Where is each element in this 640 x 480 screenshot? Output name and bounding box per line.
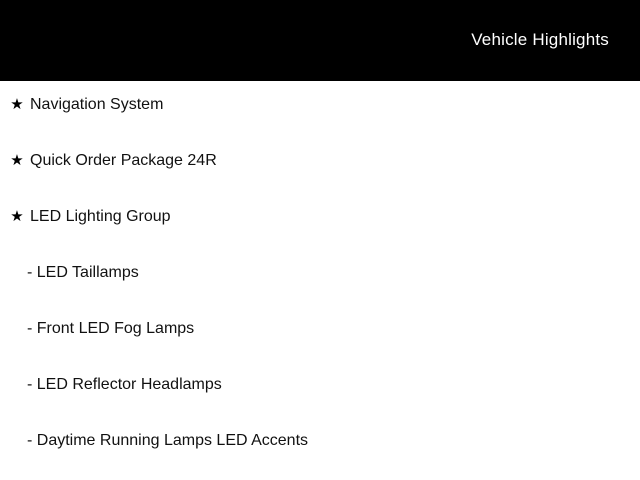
list-item-label: Quick Order Package 24R bbox=[30, 152, 217, 169]
list-sub-item-label: - Daytime Running Lamps LED Accents bbox=[27, 432, 309, 449]
list-sub-item bbox=[0, 361, 640, 417]
list-item bbox=[0, 193, 640, 249]
list-sub-item-label: - LED Taillamps bbox=[27, 264, 139, 281]
header-bar bbox=[0, 0, 640, 81]
star-bullet-icon: ★ bbox=[10, 152, 24, 169]
list-item-label: LED Lighting Group bbox=[30, 208, 171, 225]
list-sub-item-label: - LED Reflector Headlamps bbox=[27, 376, 222, 393]
highlights-list bbox=[0, 81, 640, 473]
list-item bbox=[0, 81, 640, 137]
list-sub-item bbox=[0, 417, 640, 473]
page-title: Vehicle Highlights bbox=[471, 30, 609, 49]
star-bullet-icon: ★ bbox=[10, 208, 24, 225]
list-sub-item bbox=[0, 305, 640, 361]
list-item-label: Navigation System bbox=[30, 96, 164, 113]
star-bullet-icon: ★ bbox=[10, 96, 24, 113]
list-sub-item-label: - Front LED Fog Lamps bbox=[27, 320, 195, 337]
list-item bbox=[0, 137, 640, 193]
list-sub-item bbox=[0, 249, 640, 305]
